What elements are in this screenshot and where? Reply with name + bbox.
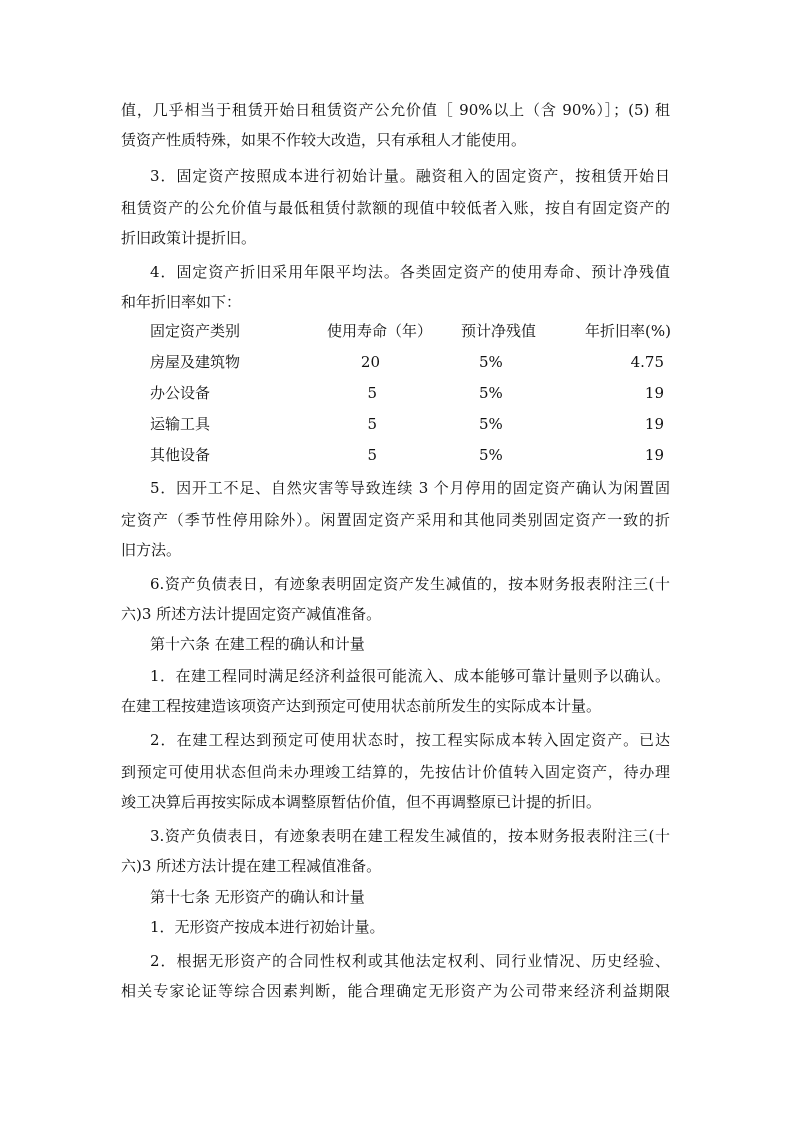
paragraph-text: 6.资产负债表日，有迹象表明固定资产发生减值的，按本财务报表附注三(十 [150,575,670,593]
table-header-row [0,321,794,343]
text-line [0,540,794,562]
paragraph-text: 竣工决算后再按实际成本调整原暂估价值，但不再调整原已计提的折旧。 [121,793,602,811]
paragraph-text: 3.资产负债表日，有迹象表明在建工程发生减值的，按本财务报表附注三(十 [150,827,670,845]
table-row [0,352,794,374]
paragraph-text: 六)3 所述方法计提在建工程减值准备。 [121,857,382,875]
table-row [0,383,794,405]
table-cell-category: 其他设备 [150,446,211,464]
paragraph-text: 3．固定资产按照成本进行初始计量。融资租入的固定资产，按租赁开始日 [150,167,670,185]
paragraph-text: 值，几乎相当于租赁开始日租赁资产公允价值［ 90%以上（含 90%）］；(5) 租 [121,101,670,119]
table-row [0,414,794,436]
table-cell-life: 20 [360,353,380,371]
paragraph-text: 六)3 所述方法计提固定资产减值准备。 [121,605,382,623]
text-line [0,228,794,250]
paragraph-text: 赁资产性质特殊，如果不作较大改造，只有承租人才能使用。 [121,131,527,149]
table-row [0,445,794,467]
text-line [0,574,794,596]
paragraph-text: 定资产（季节性停用除外）。闲置固定资产采用和其他同类别固定资产一致的折 [121,511,670,529]
table-cell-category: 房屋及建筑物 [150,353,241,371]
text-line [0,856,794,878]
text-line [0,262,794,284]
table-header-rate: 年折旧率(%) [585,322,671,340]
table-cell-life: 5 [367,384,377,402]
text-line [0,198,794,220]
text-line [0,696,794,718]
table-header-category: 固定资产类别 [150,322,241,340]
text-line [0,762,794,784]
text-line [0,166,794,188]
table-cell-life: 5 [367,446,377,464]
text-line [0,981,794,1003]
table-cell-residual: 5% [479,384,503,402]
paragraph-text: 和年折旧率如下： [121,293,242,311]
text-line [0,666,794,688]
paragraph-text: 旧方法。 [121,541,182,559]
text-line [0,917,794,939]
table-cell-rate: 19 [644,446,664,464]
table-header-residual: 预计净残值 [461,322,537,340]
paragraph-text: 到预定可使用状态但尚未办理竣工结算的，先按估计价值转入固定资产，待办理 [121,763,670,781]
text-line [0,951,794,973]
section-heading-line [0,634,794,656]
paragraph-text: 1．无形资产按成本进行初始计量。 [150,918,385,936]
text-line [0,826,794,848]
table-cell-rate: 4.75 [630,353,664,371]
table-cell-residual: 5% [479,415,503,433]
text-line [0,792,794,814]
paragraph-text: 租赁资产的公允价值与最低租赁付款额的现值中较低者入账，按自有固定资产的 [121,199,670,217]
table-cell-life: 5 [367,415,377,433]
section-heading-line [0,887,794,909]
text-line [0,510,794,532]
table-cell-category: 运输工具 [150,415,211,433]
text-line [0,478,794,500]
table-cell-rate: 19 [644,384,664,402]
paragraph-text: 5．因开工不足、自然灾害等导致连续 3 个月停用的固定资产确认为闲置固 [150,479,670,497]
table-cell-category: 办公设备 [150,384,211,402]
paragraph-text: 2．根据无形资产的合同性权利或其他法定权利、同行业情况、历史经验、 [150,952,670,970]
paragraph-text: 1．在建工程同时满足经济利益很可能流入、成本能够可靠计量则予以确认。 [150,667,670,685]
paragraph-text: 2．在建工程达到预定可使用状态时，按工程实际成本转入固定资产。已达 [150,731,670,749]
table-header-life: 使用寿命（年） [327,322,433,340]
table-cell-rate: 19 [644,415,664,433]
table-cell-residual: 5% [479,353,503,371]
text-line [0,292,794,314]
text-line [0,604,794,626]
section-heading: 第十六条 在建工程的确认和计量 [150,635,365,653]
paragraph-text: 4．固定资产折旧采用年限平均法。各类固定资产的使用寿命、预计净残值 [150,263,670,281]
paragraph-text: 在建工程按建造该项资产达到预定可使用状态前所发生的实际成本计量。 [121,697,602,715]
paragraph-text: 折旧政策计提折旧。 [121,229,257,247]
paragraph-text: 相关专家论证等综合因素判断，能合理确定无形资产为公司带来经济利益期限 [121,982,670,1000]
text-line [0,100,794,122]
table-cell-residual: 5% [479,446,503,464]
section-heading: 第十七条 无形资产的确认和计量 [150,888,365,906]
text-line [0,730,794,752]
text-line [0,130,794,152]
